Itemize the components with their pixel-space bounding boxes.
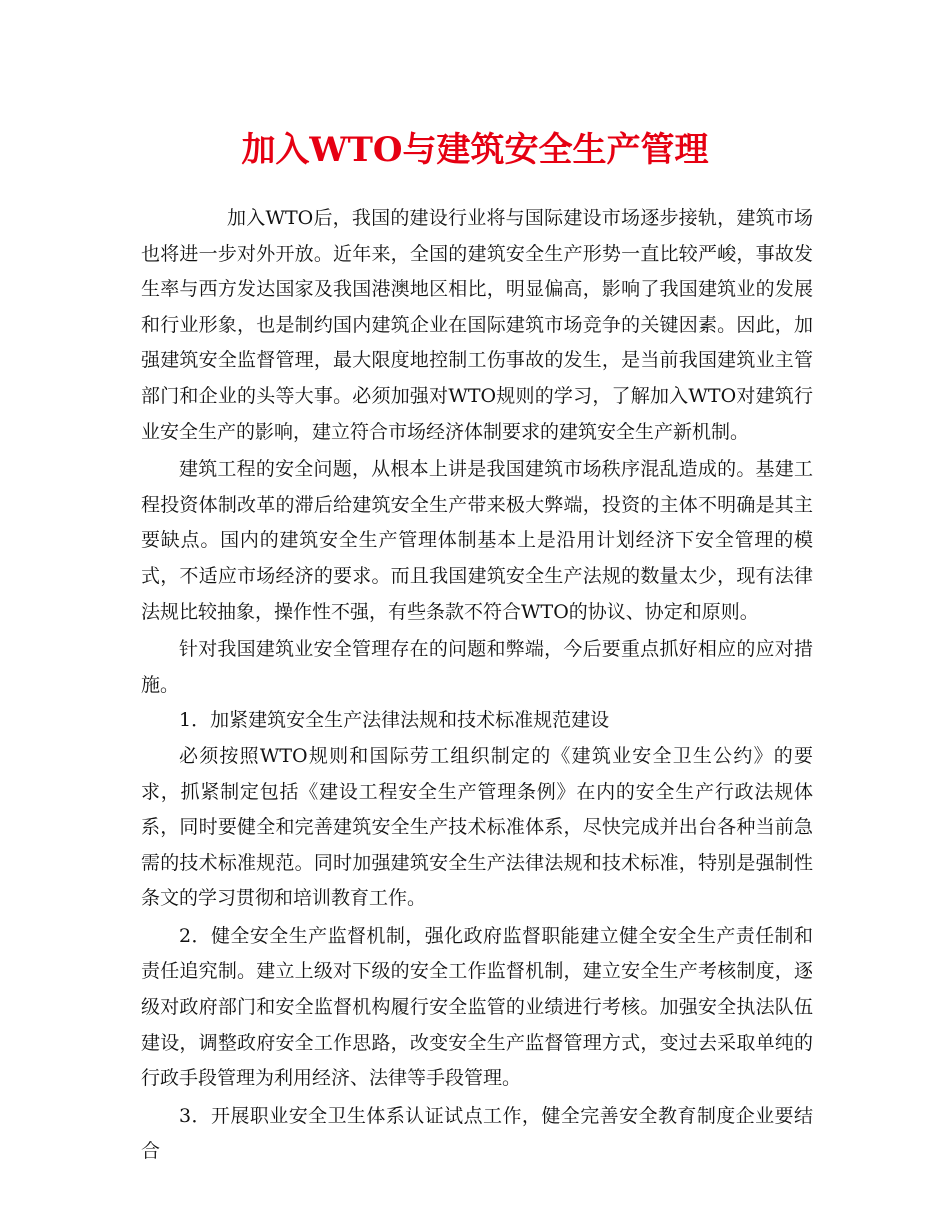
- paragraph-measures-lead: 针对我国建筑业安全管理存在的问题和弊端，今后要重点抓好相应的应对措施。: [141, 638, 813, 696]
- paragraph-measure-1-body: 必须按照WTO规则和国际劳工组织制定的《建筑业安全卫生公约》的要求，抓紧制定包括《建设工程安全生产管理条例》在内的安全生产行政法规体系，同时要健全和完善建筑安全生产技术标准体系，尽快完成并出台各种当前急需的技术标准规范。同时加强建筑安全生产法律法规和技术标准，特别是强制性条文的学习贯彻和培训教育工作。: [141, 744, 813, 910]
- paragraph-measure-3: 3．开展职业安全卫生体系认证试点工作，健全完善安全教育制度企业要结合: [141, 1104, 813, 1163]
- paragraph-measure-2: 2．健全安全生产监督机制，强化政府监督职能建立健全安全生产责任制和责任追究制。建立上级对下级的安全工作监督机制，建立安全生产考核制度，逐级对政府部门和安全监督机构履行安全监管的业绩进行考核。加强安全执法队伍建设，调整政府安全工作思路，改变安全生产监督管理方式，变过去采取单纯的行政手段管理为利用经济、法律等手段管理。: [141, 924, 813, 1090]
- paragraph-measure-1-heading: 1．加紧建筑安全生产法律法规和技术标准规范建设: [179, 709, 610, 732]
- paragraph-intro: 加入WTO后，我国的建设行业将与国际建设市场逐步接轨，建筑市场也将进一步对外开放。近年来，全国的建筑安全生产形势一直比较严峻，事故发生率与西方发达国家及我国港澳地区相比，明显偏高，影响了我国建筑业的发展和行业形象，也是制约国内建筑企业在国际建筑市场竞争的关键因素。因此，加强建筑安全监督管理，最大限度地控制工伤事故的发生，是当前我国建筑业主管部门和企业的头等大事。必须加强对WTO规则的学习，了解加入WTO对建筑行业安全生产的影响，建立符合市场经济体制要求的建筑安全生产新机制。: [141, 207, 813, 443]
- paragraph-problems: 建筑工程的安全问题，从根本上讲是我国建筑市场秩序混乱造成的。基建工程投资体制改革的滞后给建筑安全生产带来极大弊端，投资的主体不明确是其主要缺点。国内的建筑安全生产管理体制基本上是沿用计划经济下安全管理的模式，不适应市场经济的要求。而且我国建筑安全生产法规的数量太少，现有法律法规比较抽象，操作性不强，有些条款不符合WTO的协议、协定和原则。: [141, 458, 813, 623]
- document-title: 加入WTO与建筑安全生产管理: [241, 130, 709, 170]
- document-body: [141, 201, 813, 1170]
